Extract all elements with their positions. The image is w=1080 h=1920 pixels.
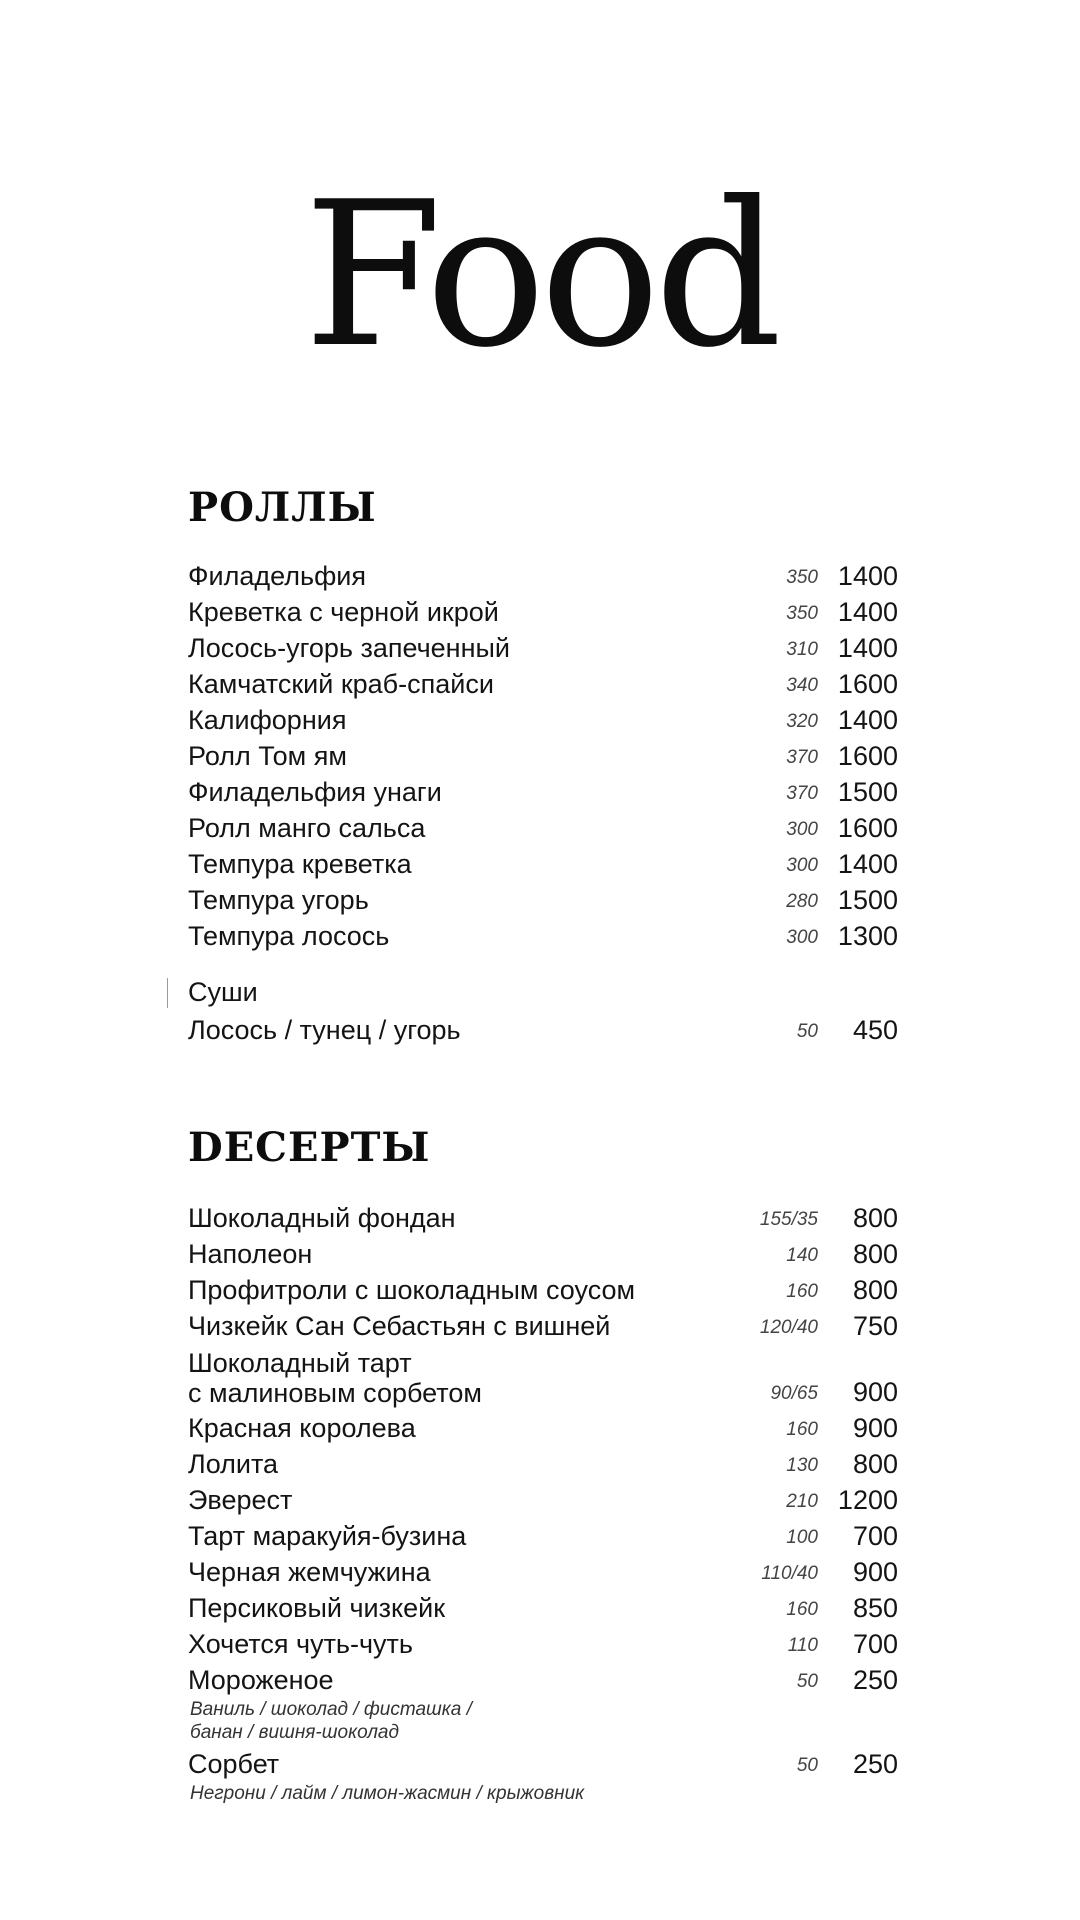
section-title-desserts: DECEPTЫ xyxy=(188,1124,431,1171)
item-name: Лосось-угорь запеченный xyxy=(188,633,510,663)
item-name: Ролл Том ям xyxy=(188,741,347,771)
item-weight: 210 xyxy=(786,1491,818,1512)
item-weight: 310 xyxy=(786,639,818,660)
item-price: 900 xyxy=(852,1413,898,1443)
item-weight: 160 xyxy=(786,1281,818,1302)
item-weight: 155/35 xyxy=(759,1209,818,1230)
menu-item xyxy=(188,1348,898,1410)
item-price: 250 xyxy=(852,1665,898,1695)
item-price: 1500 xyxy=(837,885,898,915)
menu-item xyxy=(188,918,898,954)
item-name: Креветка с черной икрой xyxy=(188,597,499,627)
menu-item xyxy=(188,630,898,666)
menu-item xyxy=(188,738,898,774)
item-price: 900 xyxy=(852,1377,898,1407)
item-weight: 90/65 xyxy=(770,1383,818,1404)
item-price: 1200 xyxy=(837,1485,898,1515)
item-name: Шоколадный фондан xyxy=(188,1203,456,1233)
item-weight: 110 xyxy=(787,1635,818,1656)
item-name: Черная жемчужина xyxy=(188,1557,431,1587)
item-weight: 350 xyxy=(786,567,818,588)
menu-item xyxy=(188,1554,898,1590)
menu-item xyxy=(188,1308,898,1344)
item-weight: 120/40 xyxy=(759,1317,818,1338)
item-weight: 300 xyxy=(786,819,818,840)
item-price: 1400 xyxy=(837,849,898,879)
item-weight: 50 xyxy=(796,1755,818,1776)
menu-item xyxy=(188,1272,898,1308)
item-weight: 130 xyxy=(786,1455,818,1476)
item-weight: 50 xyxy=(796,1671,818,1692)
item-weight: 300 xyxy=(786,927,818,948)
item-weight: 370 xyxy=(786,783,818,804)
item-price: 1300 xyxy=(837,921,898,951)
item-name: Калифорния xyxy=(188,705,347,735)
item-weight: 140 xyxy=(786,1245,818,1266)
item-price: 1400 xyxy=(837,597,898,627)
item-price: 1600 xyxy=(837,669,898,699)
item-name: Сорбет xyxy=(188,1749,280,1779)
menu-item xyxy=(188,1590,898,1626)
menu-item xyxy=(188,774,898,810)
item-name: Филадельфия xyxy=(188,561,366,591)
menu-item xyxy=(188,1518,898,1554)
item-price: 250 xyxy=(852,1749,898,1779)
section-title-rolls: РОЛЛЫ xyxy=(188,484,377,531)
item-price: 1400 xyxy=(837,561,898,591)
item-weight: 370 xyxy=(786,747,818,768)
item-name: Красная королева xyxy=(188,1413,416,1443)
item-name: Мороженое xyxy=(188,1665,334,1695)
item-price: 1400 xyxy=(837,705,898,735)
item-name: Камчатский краб-спайси xyxy=(188,669,494,699)
item-weight: 50 xyxy=(796,1021,818,1042)
food-logo: Food xyxy=(303,159,777,392)
item-name: Профитроли с шоколадным соусом xyxy=(188,1275,636,1305)
menu-item xyxy=(188,702,898,738)
menu-item xyxy=(188,1482,898,1518)
item-name: Эверест xyxy=(188,1485,293,1515)
menu-item xyxy=(188,1012,898,1048)
item-weight: 160 xyxy=(786,1599,818,1620)
item-name: Шоколадный тарт с малиновым сорбетом xyxy=(188,1348,482,1408)
menu-item xyxy=(188,1446,898,1482)
item-name: Темпура лосось xyxy=(188,921,390,951)
menu-item xyxy=(188,1236,898,1272)
item-name: Наполеон xyxy=(188,1239,313,1269)
menu-item xyxy=(188,846,898,882)
sushi-label-row xyxy=(188,974,898,1010)
item-price: 700 xyxy=(852,1521,898,1551)
item-name: Темпура креветка xyxy=(188,849,412,879)
item-weight: 280 xyxy=(786,891,818,912)
item-name: Чизкейк Сан Себастьян с вишней xyxy=(188,1311,611,1341)
item-weight: 110/40 xyxy=(761,1563,818,1584)
item-price: 1400 xyxy=(837,633,898,663)
item-name: Персиковый чизкейк xyxy=(188,1593,446,1623)
menu-item xyxy=(188,1662,898,1743)
item-weight: 160 xyxy=(786,1419,818,1440)
sushi-label: Суши xyxy=(188,977,258,1007)
menu-item xyxy=(188,1746,898,1804)
item-name: Тарт маракуйя-бузина xyxy=(188,1521,467,1551)
item-price: 900 xyxy=(852,1557,898,1587)
item-price: 800 xyxy=(852,1239,898,1269)
item-weight: 100 xyxy=(786,1527,818,1548)
item-name: Лосось / тунец / угорь xyxy=(188,1015,461,1045)
item-note: Негрони / лайм / лимон-жасмин / крыжовник xyxy=(190,1783,585,1804)
item-price: 800 xyxy=(852,1449,898,1479)
menu-item xyxy=(188,1626,898,1662)
item-name: Ролл манго сальса xyxy=(188,813,426,843)
item-price: 800 xyxy=(852,1203,898,1233)
item-weight: 350 xyxy=(786,603,818,624)
menu-item xyxy=(188,1410,898,1446)
item-name: Лолита xyxy=(188,1449,279,1479)
menu-item xyxy=(188,882,898,918)
menu-item xyxy=(188,1200,898,1236)
menu-item xyxy=(188,810,898,846)
menu-item xyxy=(188,558,898,594)
item-name: Филадельфия унаги xyxy=(188,777,442,807)
sushi-divider-mark xyxy=(167,978,168,1008)
menu-item xyxy=(188,594,898,630)
item-note: Ваниль / шоколад / фисташка / банан / вишня-шоколад xyxy=(190,1699,472,1743)
item-price: 700 xyxy=(852,1629,898,1659)
item-weight: 320 xyxy=(786,711,818,732)
item-price: 850 xyxy=(852,1593,898,1623)
item-price: 1600 xyxy=(837,741,898,771)
item-weight: 300 xyxy=(786,855,818,876)
item-price: 450 xyxy=(852,1015,898,1045)
item-price: 1600 xyxy=(837,813,898,843)
item-price: 750 xyxy=(852,1311,898,1341)
item-price: 1500 xyxy=(837,777,898,807)
item-name: Хочется чуть-чуть xyxy=(188,1629,413,1659)
item-name: Темпура угорь xyxy=(188,885,369,915)
menu-item xyxy=(188,666,898,702)
item-weight: 340 xyxy=(786,675,818,696)
item-price: 800 xyxy=(852,1275,898,1305)
